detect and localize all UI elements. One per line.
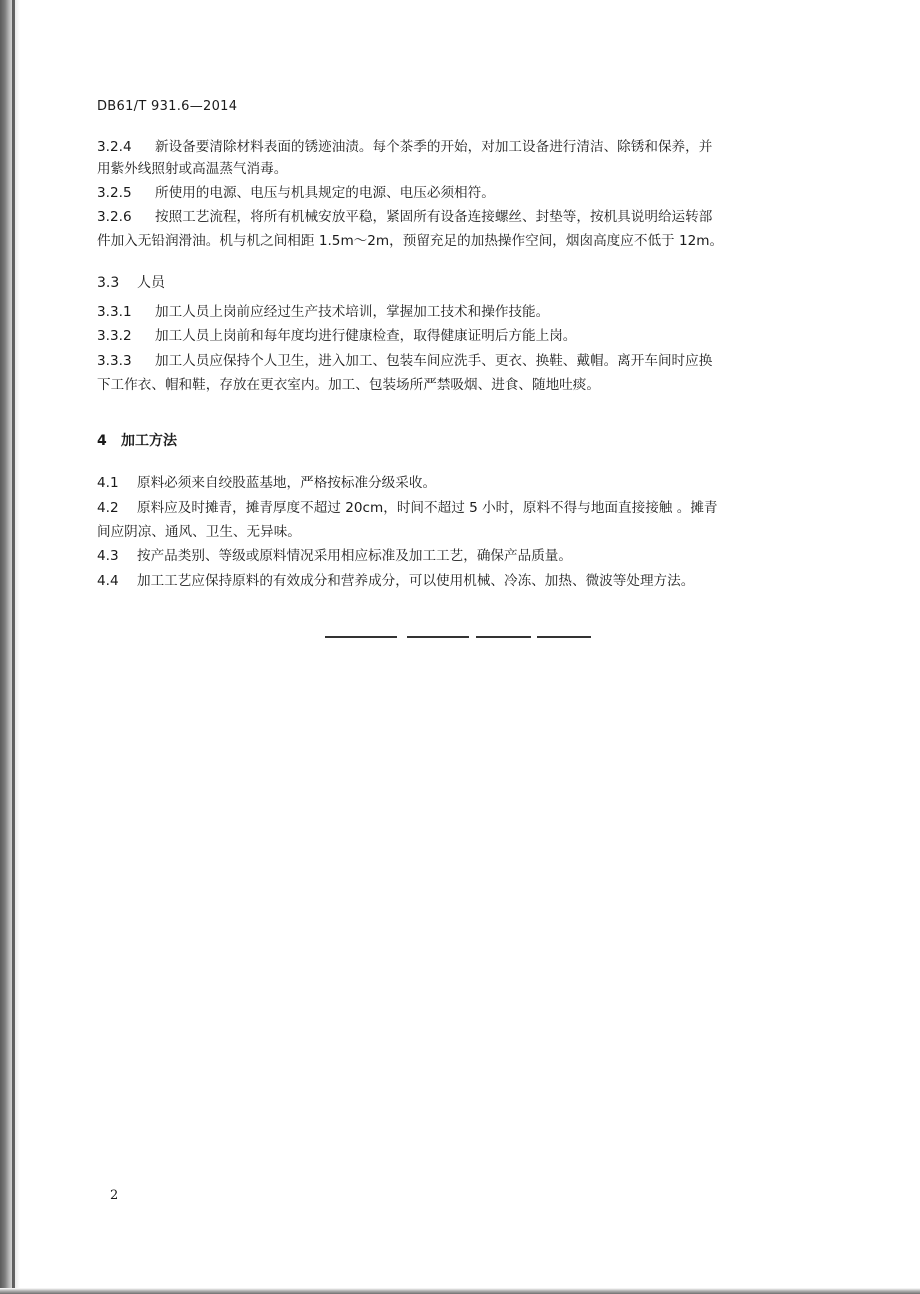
end-rule-segment [476, 636, 531, 638]
end-rule-segment [407, 636, 469, 638]
document-code: DB61/T 931.6—2014 [97, 99, 238, 114]
clause-3-3-3-continuation: 下工作衣、帽和鞋，存放在更衣室内。加工、包装场所严禁吸烟、进食、随地吐痰。 [97, 377, 600, 393]
clause-number: 3.3.3 [97, 353, 132, 369]
clause-number: 3.2.6 [97, 209, 132, 225]
scan-edge-shadow [12, 0, 15, 1294]
clause-text: 加工人员上岗前应经过生产技术培训，掌握加工技术和操作技能。 [155, 304, 550, 320]
scan-edge-bottom [0, 1288, 920, 1294]
section-number: 3.3 [97, 275, 120, 291]
clause-4-1 [97, 477, 436, 491]
clause-3-2-6-continuation: 件加入无铅润滑油。机与机之间相距 1.5m～2m，预留充足的加热操作空间，烟囱高度应不低于 12m。 [97, 233, 724, 249]
end-rule-segment [325, 636, 397, 638]
clause-number: 3.2.5 [97, 185, 132, 201]
clause-number: 4.1 [97, 475, 119, 491]
scan-edge-left [0, 0, 20, 1294]
clause-3-2-5 [97, 187, 495, 201]
clause-3-2-4 [97, 141, 712, 155]
clause-3-3-2 [97, 330, 576, 344]
clause-number: 4.2 [97, 500, 119, 516]
clause-text: 所使用的电源、电压与机具规定的电源、电压必须相符。 [155, 185, 495, 201]
clause-4-4 [97, 575, 694, 589]
clause-number: 4.4 [97, 573, 119, 589]
page-number: 2 [110, 1188, 119, 1203]
clause-text: 加工工艺应保持原料的有效成分和营养成分，可以使用机械、冷冻、加热、微波等处理方法。 [137, 573, 695, 589]
clause-3-3-3 [97, 355, 712, 369]
clause-number: 3.3.2 [97, 328, 132, 344]
clause-text: 加工人员上岗前和每年度均进行健康检查，取得健康证明后方能上岗。 [155, 328, 577, 344]
clause-3-3-1 [97, 306, 549, 320]
clause-4-2 [97, 502, 718, 516]
clause-text: 按照工艺流程，将所有机械安放平稳，紧固所有设备连接螺丝、封垫等，按机具说明给运转部 [155, 209, 713, 225]
clause-number: 3.3.1 [97, 304, 132, 320]
clause-text: 原料应及时摊青，摊青厚度不超过 20cm，时间不超过 5 小时，原料不得与地面直接接触 。摊青 [137, 500, 718, 516]
section-title: 加工方法 [121, 433, 177, 449]
clause-text: 按产品类别、等级或原料情况采用相应标准及加工工艺，确保产品质量。 [137, 548, 572, 564]
clause-4-3 [97, 550, 572, 564]
clause-text: 加工人员应保持个人卫生，进入加工、包装车间应洗手、更衣、换鞋、戴帽。离开车间时应换 [155, 353, 713, 369]
clause-number: 3.2.4 [97, 139, 132, 155]
clause-3-2-4-continuation: 用紫外线照射或高温蒸气消毒。 [97, 161, 288, 177]
clause-text: 原料必须来自绞股蓝基地，严格按标准分级采收。 [137, 475, 437, 491]
clause-3-2-6 [97, 211, 712, 225]
clause-text: 新设备要清除材料表面的锈迹油渍。每个茶季的开始，对加工设备进行清洁、除锈和保养，并 [155, 139, 713, 155]
clause-number: 4.3 [97, 548, 119, 564]
section-heading-3-3 [97, 272, 165, 292]
section-heading-4 [97, 430, 177, 450]
clause-4-2-continuation: 间应阴凉、通风、卫生、无异味。 [97, 524, 301, 540]
section-title: 人员 [137, 275, 165, 291]
end-rule-segment [537, 636, 591, 638]
section-number: 4 [97, 433, 107, 449]
